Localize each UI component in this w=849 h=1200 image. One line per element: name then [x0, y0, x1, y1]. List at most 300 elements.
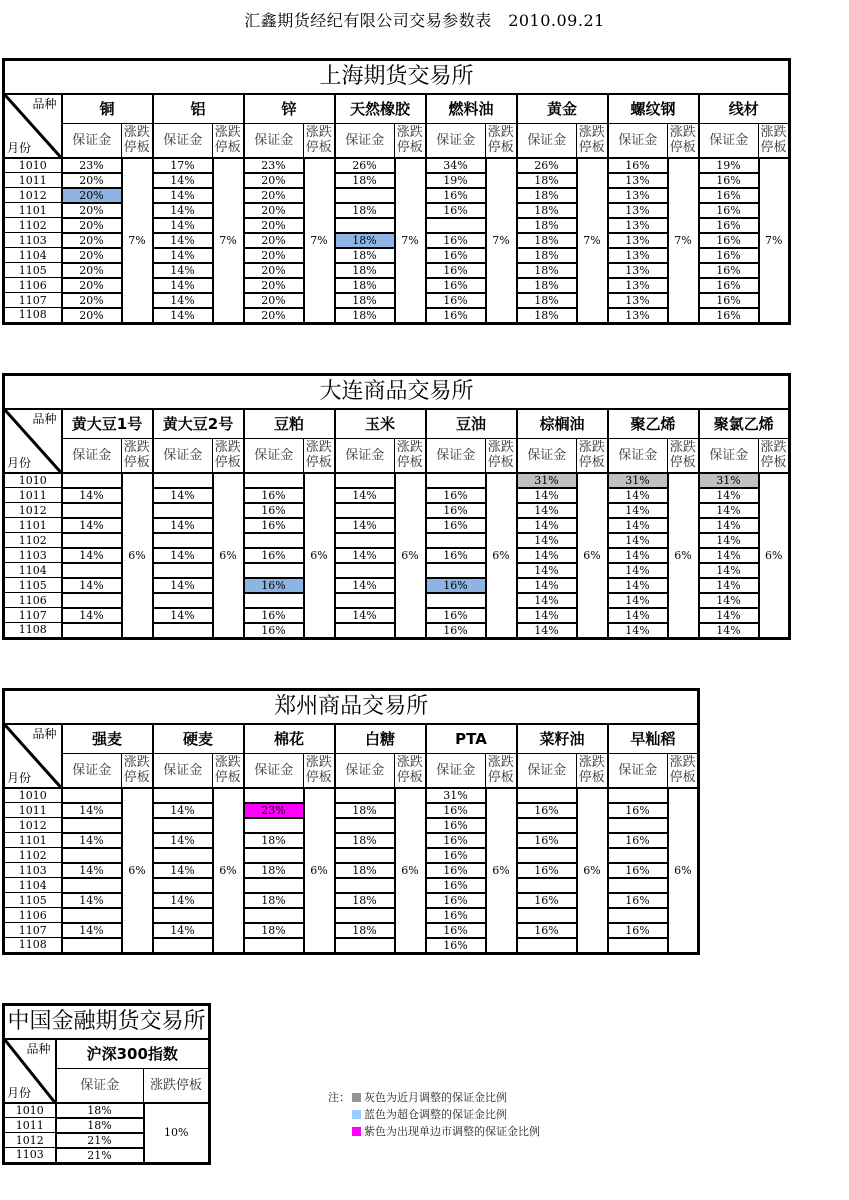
margin-cell: [62, 848, 122, 863]
margin-header: 保证金: [608, 439, 668, 473]
margin-cell: 20%: [244, 203, 304, 218]
limit-cell: 7%: [213, 158, 244, 324]
margin-cell: [426, 593, 486, 608]
limit-header: 涨跌停板: [759, 124, 790, 158]
margin-cell: 16%: [699, 263, 759, 278]
table-row: [4, 473, 790, 488]
margin-cell: 20%: [62, 188, 122, 203]
month-cell: 1010: [4, 473, 62, 488]
margin-cell: 14%: [62, 893, 122, 908]
margin-cell: 14%: [608, 503, 668, 518]
margin-cell: 14%: [517, 623, 577, 639]
margin-cell: 14%: [608, 563, 668, 578]
margin-cell: [153, 908, 213, 923]
month-cell: 1108: [4, 308, 62, 324]
margin-cell: [517, 788, 577, 803]
margin-cell: [335, 908, 395, 923]
margin-cell: 18%: [335, 173, 395, 188]
month-cell: 1104: [4, 248, 62, 263]
margin-cell: [62, 563, 122, 578]
limit-header: 涨跌停板: [577, 124, 608, 158]
margin-cell: 14%: [153, 218, 213, 233]
margin-cell: 18%: [335, 233, 395, 248]
margin-cell: 19%: [699, 158, 759, 173]
month-cell: 1106: [4, 908, 62, 923]
margin-cell: [335, 818, 395, 833]
margin-cell: 14%: [517, 548, 577, 563]
margin-cell: 16%: [426, 308, 486, 324]
month-cell: 1010: [4, 158, 62, 173]
margin-cell: 20%: [62, 308, 122, 324]
margin-header: 保证金: [153, 754, 213, 788]
limit-cell: 10%: [144, 1103, 210, 1164]
limit-cell: 7%: [577, 158, 608, 324]
margin-cell: [608, 818, 668, 833]
margin-cell: [517, 908, 577, 923]
margin-cell: 16%: [426, 878, 486, 893]
margin-cell: 14%: [608, 518, 668, 533]
margin-cell: 23%: [62, 158, 122, 173]
margin-header: 保证金: [426, 439, 486, 473]
margin-cell: 20%: [244, 173, 304, 188]
margin-header: 保证金: [426, 124, 486, 158]
limit-header: 涨跌停板: [759, 439, 790, 473]
product-header: 早籼稻: [608, 724, 699, 754]
product-header: 锌: [244, 94, 335, 124]
limit-header: 涨跌停板: [395, 439, 426, 473]
margin-cell: 18%: [244, 833, 304, 848]
table-row: [4, 1103, 210, 1118]
margin-cell: 16%: [426, 263, 486, 278]
margin-cell: 16%: [426, 893, 486, 908]
limit-cell: 6%: [668, 788, 699, 954]
product-header: 豆粕: [244, 409, 335, 439]
exchange-table: [2, 58, 791, 325]
margin-cell: [335, 878, 395, 893]
margin-cell: 13%: [608, 218, 668, 233]
margin-cell: [62, 788, 122, 803]
margin-header: 保证金: [62, 754, 122, 788]
margin-cell: [517, 848, 577, 863]
margin-header: 保证金: [426, 754, 486, 788]
margin-cell: [517, 878, 577, 893]
table-row: [4, 788, 699, 803]
month-cell: 1107: [4, 923, 62, 938]
product-header: 黄大豆2号: [153, 409, 244, 439]
margin-cell: 16%: [244, 578, 304, 593]
margin-cell: 18%: [517, 293, 577, 308]
margin-cell: 20%: [244, 233, 304, 248]
margin-cell: 16%: [426, 848, 486, 863]
margin-cell: 16%: [426, 608, 486, 623]
margin-cell: 18%: [335, 263, 395, 278]
margin-cell: [335, 473, 395, 488]
margin-cell: [244, 848, 304, 863]
margin-cell: [62, 623, 122, 639]
limit-cell: 6%: [304, 473, 335, 639]
margin-header: 保证金: [608, 124, 668, 158]
margin-header: 保证金: [335, 124, 395, 158]
margin-cell: 14%: [153, 548, 213, 563]
margin-cell: 20%: [244, 293, 304, 308]
margin-cell: 14%: [62, 923, 122, 938]
margin-cell: [244, 593, 304, 608]
margin-cell: 16%: [608, 863, 668, 878]
margin-cell: 21%: [56, 1133, 144, 1148]
margin-cell: [62, 533, 122, 548]
legend-notes: [328, 1089, 540, 1140]
margin-cell: 18%: [56, 1103, 144, 1118]
limit-header: 涨跌停板: [213, 124, 244, 158]
month-cell: 1010: [4, 1103, 56, 1118]
margin-cell: 14%: [62, 803, 122, 818]
limit-cell: 6%: [486, 788, 517, 954]
month-cell: 1103: [4, 1148, 56, 1164]
margin-cell: [335, 938, 395, 954]
margin-header: 保证金: [608, 754, 668, 788]
table-row: [4, 158, 790, 173]
margin-cell: 16%: [608, 803, 668, 818]
product-header: 铝: [153, 94, 244, 124]
month-cell: 1107: [4, 608, 62, 623]
margin-cell: 16%: [426, 803, 486, 818]
margin-cell: 14%: [62, 488, 122, 503]
magenta-swatch-icon: [352, 1127, 361, 1136]
margin-cell: 23%: [244, 803, 304, 818]
month-cell: 1105: [4, 893, 62, 908]
month-cell: 1101: [4, 518, 62, 533]
limit-header: 涨跌停板: [668, 124, 699, 158]
limit-header: 涨跌停板: [122, 439, 153, 473]
margin-cell: 13%: [608, 203, 668, 218]
margin-cell: [335, 848, 395, 863]
legend-item-gray: [328, 1089, 540, 1106]
limit-header: 涨跌停板: [304, 124, 335, 158]
month-cell: 1102: [4, 533, 62, 548]
margin-cell: 16%: [608, 893, 668, 908]
margin-cell: 16%: [517, 923, 577, 938]
margin-cell: 18%: [517, 188, 577, 203]
limit-cell: 7%: [122, 158, 153, 324]
margin-cell: [153, 818, 213, 833]
notes-prefix: 注：: [328, 1091, 350, 1104]
margin-cell: [153, 563, 213, 578]
margin-cell: 14%: [153, 233, 213, 248]
margin-cell: 14%: [153, 608, 213, 623]
margin-cell: 13%: [608, 173, 668, 188]
month-cell: 1104: [4, 563, 62, 578]
margin-cell: 14%: [153, 488, 213, 503]
limit-header: 涨跌停板: [213, 439, 244, 473]
month-cell: 1105: [4, 578, 62, 593]
margin-cell: 18%: [517, 233, 577, 248]
margin-cell: 16%: [426, 833, 486, 848]
margin-cell: 18%: [335, 803, 395, 818]
margin-cell: 14%: [153, 893, 213, 908]
margin-cell: [244, 908, 304, 923]
product-header: 黄金: [517, 94, 608, 124]
margin-cell: 20%: [244, 188, 304, 203]
margin-cell: 16%: [426, 818, 486, 833]
margin-cell: [335, 188, 395, 203]
margin-cell: 14%: [517, 503, 577, 518]
margin-cell: [62, 818, 122, 833]
margin-cell: [335, 593, 395, 608]
margin-cell: [244, 788, 304, 803]
limit-cell: 6%: [395, 788, 426, 954]
product-header: 玉米: [335, 409, 426, 439]
month-cell: 1106: [4, 278, 62, 293]
margin-cell: 14%: [517, 578, 577, 593]
margin-cell: 14%: [62, 518, 122, 533]
limit-header: 涨跌停板: [304, 754, 335, 788]
month-cell: 1011: [4, 1118, 56, 1133]
exchange-title: 上海期货交易所: [4, 60, 790, 94]
month-cell: 1103: [4, 233, 62, 248]
limit-cell: 7%: [668, 158, 699, 324]
limit-header: 涨跌停板: [122, 754, 153, 788]
margin-header: 保证金: [517, 439, 577, 473]
limit-cell: 7%: [395, 158, 426, 324]
margin-cell: [153, 533, 213, 548]
margin-cell: [153, 938, 213, 954]
margin-cell: 18%: [335, 893, 395, 908]
margin-cell: 16%: [426, 293, 486, 308]
product-axis-label: 品种: [32, 411, 57, 426]
product-header: 线材: [699, 94, 790, 124]
margin-cell: 16%: [699, 203, 759, 218]
margin-cell: 13%: [608, 188, 668, 203]
margin-cell: [153, 593, 213, 608]
limit-cell: 7%: [304, 158, 335, 324]
margin-cell: [244, 818, 304, 833]
margin-cell: 16%: [244, 623, 304, 639]
margin-cell: 18%: [335, 833, 395, 848]
exchange-table: [2, 1003, 211, 1165]
margin-cell: 18%: [335, 293, 395, 308]
month-cell: 1108: [4, 938, 62, 954]
margin-cell: [608, 938, 668, 954]
product-header: 聚氯乙烯: [699, 409, 790, 439]
margin-header: 保证金: [244, 754, 304, 788]
margin-cell: 16%: [517, 833, 577, 848]
product-axis-label: 品种: [32, 726, 57, 741]
margin-cell: 31%: [426, 788, 486, 803]
document-title: 汇鑫期货经纪有限公司交易参数表 2010.09.21: [244, 11, 605, 30]
margin-header: 保证金: [244, 124, 304, 158]
margin-cell: [153, 473, 213, 488]
margin-cell: 14%: [699, 533, 759, 548]
margin-cell: 14%: [699, 563, 759, 578]
margin-cell: 14%: [699, 593, 759, 608]
margin-cell: 26%: [517, 158, 577, 173]
margin-cell: 31%: [517, 473, 577, 488]
margin-cell: 16%: [699, 293, 759, 308]
margin-cell: [608, 848, 668, 863]
margin-cell: 16%: [608, 158, 668, 173]
limit-header: 涨跌停板: [577, 439, 608, 473]
margin-cell: 14%: [153, 308, 213, 324]
margin-cell: 16%: [426, 578, 486, 593]
margin-cell: 14%: [153, 173, 213, 188]
limit-cell: 6%: [304, 788, 335, 954]
margin-cell: 20%: [62, 218, 122, 233]
margin-cell: [244, 878, 304, 893]
margin-cell: [608, 908, 668, 923]
limit-header: 涨跌停板: [668, 439, 699, 473]
margin-cell: 13%: [608, 248, 668, 263]
limit-header: 涨跌停板: [395, 124, 426, 158]
month-cell: 1102: [4, 218, 62, 233]
margin-cell: 20%: [244, 248, 304, 263]
margin-cell: [335, 218, 395, 233]
margin-cell: 31%: [608, 473, 668, 488]
product-header: 铜: [62, 94, 153, 124]
margin-cell: 26%: [335, 158, 395, 173]
limit-cell: 7%: [759, 158, 790, 324]
margin-cell: 16%: [426, 938, 486, 954]
margin-cell: 16%: [517, 863, 577, 878]
margin-cell: 14%: [517, 593, 577, 608]
margin-cell: 23%: [244, 158, 304, 173]
margin-cell: 14%: [153, 518, 213, 533]
product-header: 燃料油: [426, 94, 517, 124]
margin-header: 保证金: [699, 439, 759, 473]
margin-cell: 16%: [517, 893, 577, 908]
margin-cell: [426, 473, 486, 488]
margin-cell: 14%: [153, 263, 213, 278]
legend-text: 蓝色为超仓调整的保证金比例: [364, 1108, 507, 1121]
margin-cell: 16%: [244, 488, 304, 503]
margin-cell: [335, 503, 395, 518]
margin-cell: 18%: [517, 308, 577, 324]
month-axis-label: 月份: [7, 770, 32, 785]
margin-cell: [244, 938, 304, 954]
margin-cell: 18%: [517, 218, 577, 233]
blue-swatch-icon: [352, 1110, 361, 1119]
month-axis-label: 月份: [7, 1085, 32, 1100]
margin-cell: [608, 878, 668, 893]
margin-cell: [153, 878, 213, 893]
margin-cell: 16%: [244, 503, 304, 518]
month-axis-label: 月份: [7, 140, 32, 155]
margin-cell: [62, 503, 122, 518]
margin-cell: 13%: [608, 233, 668, 248]
legend-text: 紫色为出现单边市调整的保证金比例: [364, 1125, 540, 1138]
margin-header: 保证金: [244, 439, 304, 473]
margin-cell: 14%: [335, 548, 395, 563]
margin-cell: [335, 788, 395, 803]
margin-cell: 20%: [62, 203, 122, 218]
margin-cell: 20%: [62, 263, 122, 278]
margin-cell: 16%: [426, 203, 486, 218]
limit-cell: 6%: [213, 788, 244, 954]
margin-cell: 16%: [426, 503, 486, 518]
margin-cell: 14%: [335, 608, 395, 623]
corner-header: [4, 1039, 56, 1103]
margin-cell: 16%: [426, 248, 486, 263]
margin-cell: 16%: [426, 863, 486, 878]
month-cell: 1103: [4, 863, 62, 878]
margin-cell: 20%: [244, 218, 304, 233]
margin-header: 保证金: [517, 754, 577, 788]
limit-header: 涨跌停板: [395, 754, 426, 788]
margin-cell: 16%: [699, 233, 759, 248]
margin-cell: 18%: [517, 248, 577, 263]
product-header: 强麦: [62, 724, 153, 754]
margin-header: 保证金: [62, 439, 122, 473]
margin-cell: 14%: [335, 488, 395, 503]
margin-cell: 20%: [244, 308, 304, 324]
exchange-table: [2, 373, 791, 640]
month-cell: 1108: [4, 623, 62, 639]
month-cell: 1012: [4, 503, 62, 518]
month-cell: 1102: [4, 848, 62, 863]
margin-cell: 16%: [426, 548, 486, 563]
month-cell: 1101: [4, 833, 62, 848]
margin-cell: 14%: [699, 578, 759, 593]
margin-cell: 14%: [153, 863, 213, 878]
product-header: 沪深300指数: [56, 1039, 210, 1069]
margin-cell: [244, 533, 304, 548]
margin-cell: 14%: [608, 623, 668, 639]
month-cell: 1012: [4, 1133, 56, 1148]
legend-item-blue: [328, 1106, 540, 1123]
margin-cell: 14%: [517, 608, 577, 623]
margin-cell: 16%: [426, 278, 486, 293]
margin-cell: 14%: [608, 578, 668, 593]
margin-cell: 14%: [153, 833, 213, 848]
limit-header: 涨跌停板: [486, 754, 517, 788]
limit-cell: 6%: [213, 473, 244, 639]
margin-cell: 14%: [153, 203, 213, 218]
margin-cell: [153, 623, 213, 639]
margin-cell: 14%: [153, 293, 213, 308]
margin-cell: 18%: [335, 278, 395, 293]
product-header: 豆油: [426, 409, 517, 439]
margin-cell: [153, 788, 213, 803]
limit-cell: 6%: [395, 473, 426, 639]
margin-cell: 14%: [517, 488, 577, 503]
margin-cell: 16%: [426, 923, 486, 938]
month-cell: 1101: [4, 203, 62, 218]
margin-header: 保证金: [335, 439, 395, 473]
margin-cell: 16%: [426, 518, 486, 533]
product-header: 白糖: [335, 724, 426, 754]
margin-cell: 16%: [426, 233, 486, 248]
gray-swatch-icon: [352, 1093, 361, 1102]
margin-header: 保证金: [62, 124, 122, 158]
limit-header: 涨跌停板: [304, 439, 335, 473]
margin-cell: [426, 533, 486, 548]
margin-cell: [517, 818, 577, 833]
month-cell: 1106: [4, 593, 62, 608]
margin-cell: 14%: [153, 278, 213, 293]
margin-cell: 16%: [699, 248, 759, 263]
month-cell: 1012: [4, 818, 62, 833]
margin-cell: 16%: [244, 548, 304, 563]
margin-cell: 14%: [62, 548, 122, 563]
month-axis-label: 月份: [7, 455, 32, 470]
margin-cell: 16%: [517, 803, 577, 818]
margin-cell: 13%: [608, 278, 668, 293]
margin-cell: 18%: [517, 203, 577, 218]
margin-header: 保证金: [153, 124, 213, 158]
margin-cell: 20%: [244, 263, 304, 278]
limit-cell: 6%: [577, 788, 608, 954]
margin-cell: 14%: [699, 518, 759, 533]
margin-cell: 14%: [699, 623, 759, 639]
